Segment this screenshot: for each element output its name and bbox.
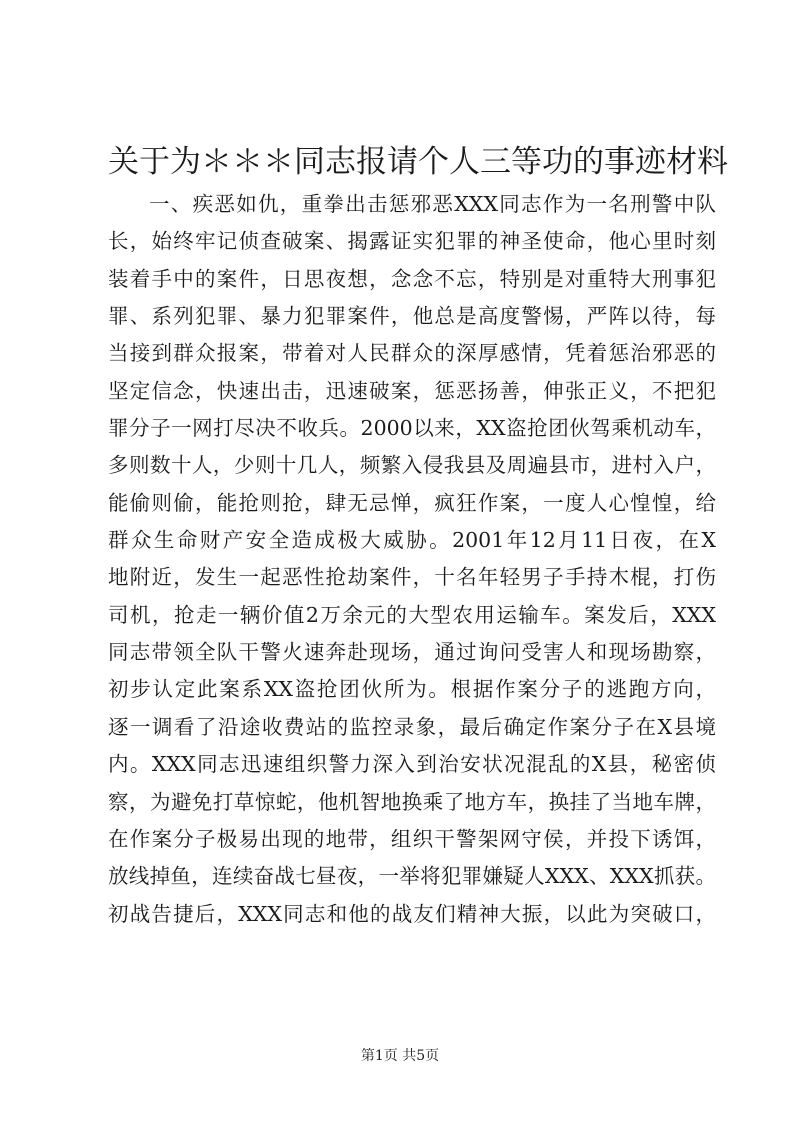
page-indicator: 第1页 共5页	[360, 1048, 440, 1064]
body-line: 内。XXX同志迅速组织警力深入到治安状况混乱的X县，秘密侦	[108, 752, 716, 777]
body-line: 长，始终牢记侦查破案、揭露证实犯罪的神圣使命，他心里时刻	[108, 229, 716, 254]
body-line: 装着手中的案件，日思夜想，念念不忘，特别是对重特大刑事犯	[108, 266, 716, 291]
body-line: 罪、系列犯罪、暴力犯罪案件，他总是高度警惕，严阵以待，每	[108, 304, 716, 329]
body-line: 当接到群众报案，带着对人民群众的深厚感情，凭着惩治邪恶的	[108, 341, 716, 366]
body-line: 逐一调看了沿途收费站的监控录象，最后确定作案分子在X县境	[108, 714, 716, 739]
body-line: 在作案分子极易出现的地带，组织干警架网守侯，并投下诱饵，	[108, 826, 716, 851]
document-title: 关于为＊＊＊同志报请个人三等功的事迹材料	[108, 144, 728, 180]
body-line: 放线掉鱼，连续奋战七昼夜，一举将犯罪嫌疑人XXX、XXX抓获。	[108, 864, 716, 889]
body-line: 初战告捷后，XXX同志和他的战友们精神大振，以此为突破口，	[108, 901, 716, 926]
body-line: 察，为避免打草惊蛇，他机智地换乘了地方车，换挂了当地车牌，	[108, 789, 716, 814]
body-line: 一、疾恶如仇，重拳出击惩邪恶XXX同志作为一名刑警中队	[149, 192, 716, 216]
body-line: 司机，抢走一辆价值2万余元的大型农用运输车。案发后，XXX	[108, 602, 716, 627]
document-body	[108, 186, 716, 933]
body-line: 能偷则偷，能抢则抢，肆无忌惮，疯狂作案，一度人心惶惶，给	[108, 490, 716, 515]
body-line: 罪分子一网打尽决不收兵。2000以来，XX盗抢团伙驾乘机动车，	[108, 416, 716, 441]
body-line: 群众生命财产安全造成极大威胁。2001年12月11日夜，在X	[108, 528, 716, 553]
body-line: 同志带领全队干警火速奔赴现场，通过询问受害人和现场勘察，	[108, 640, 716, 665]
body-line: 多则数十人，少则十几人，频繁入侵我县及周遍县市，进村入户，	[108, 453, 716, 478]
body-line: 地附近，发生一起恶性抢劫案件，十名年轻男子手持木棍，打伤	[108, 565, 716, 590]
body-line: 初步认定此案系XX盗抢团伙所为。根据作案分子的逃跑方向，	[108, 677, 716, 702]
body-line: 坚定信念，快速出击，迅速破案，惩恶扬善，伸张正义，不把犯	[108, 378, 716, 403]
